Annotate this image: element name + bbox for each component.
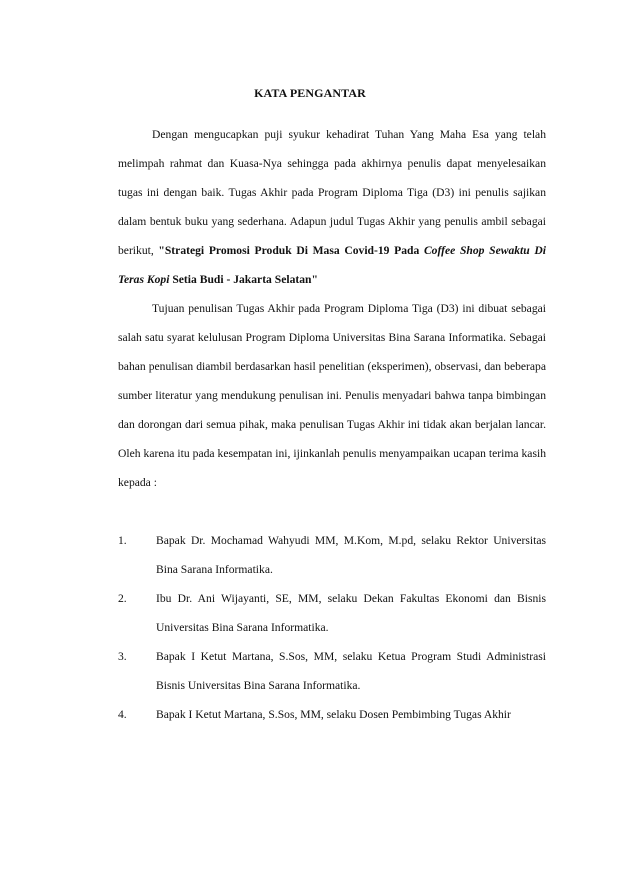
list-item-text: Ibu Dr. Ani Wijayanti, SE, MM, selaku Dekan Fakultas Ekonomi dan Bisnis Universitas Bina Sarana Informatika. [156,592,546,634]
paragraph-intro [118,120,546,294]
page-title: KATA PENGANTAR [254,86,366,100]
thesis-title-italic: Coffee Shop Sewaktu Di Teras Kopi [118,244,546,286]
document-body [118,120,546,729]
list-item-text: Bapak I Ketut Martana, S.Sos, MM, selaku Ketua Program Studi Administrasi Bisnis Universitas Bina Sarana Informatika. [156,650,546,692]
list-item [118,642,546,700]
paragraph-purpose: Tujuan penulisan Tugas Akhir pada Program Diploma Tiga (D3) ini dibuat sebagai salah satu syarat kelulusan Program Diploma Universitas Bina Sarana Informatika. Sebagai bahan penulisan diambil berdasarkan hasil penelitian (eksperimen), observasi, dan beberapa sumber literatur yang mendukung penulisan ini. Penulis menyadari bahwa tanpa bimbingan dan dorongan dari semua pihak, maka penulisan Tugas Akhir ini tidak akan berjalan lancar. Oleh karena itu pada kesempatan ini, ijinkanlah penulis menyampaikan ucapan terima kasih kepada : [118,302,546,489]
list-item-text: Bapak I Ketut Martana, S.Sos, MM, selaku Dosen Pembimbing Tugas Akhir [156,708,511,721]
list-item [118,700,546,729]
thesis-title-part1: "Strategi Promosi Produk Di Masa Covid-19 Pada [158,244,424,257]
list-item-number: 2. [118,592,127,605]
list-item-number: 1. [118,534,127,547]
acknowledgement-list [118,526,546,729]
list-item-number: 4. [118,708,127,721]
list-item [118,526,546,584]
thesis-title-part2: Setia Budi - Jakarta Selatan" [169,273,318,286]
list-item-number: 3. [118,650,127,663]
list-item-text: Bapak Dr. Mochamad Wahyudi MM, M.Kom, M.pd, selaku Rektor Universitas Bina Sarana Informatika. [156,534,546,576]
list-item [118,584,546,642]
paragraph-intro-text: Dengan mengucapkan puji syukur kehadirat Tuhan Yang Maha Esa yang telah melimpah rahmat dan Kuasa-Nya sehingga pada akhirnya penulis dapat menyelesaikan tugas ini dengan baik. Tugas Akhir pada Program Diploma Tiga (D3) ini penulis sajikan dalam bentuk buku yang sederhana. Adapun judul Tugas Akhir yang penulis ambil sebagai berikut, [118,128,546,257]
